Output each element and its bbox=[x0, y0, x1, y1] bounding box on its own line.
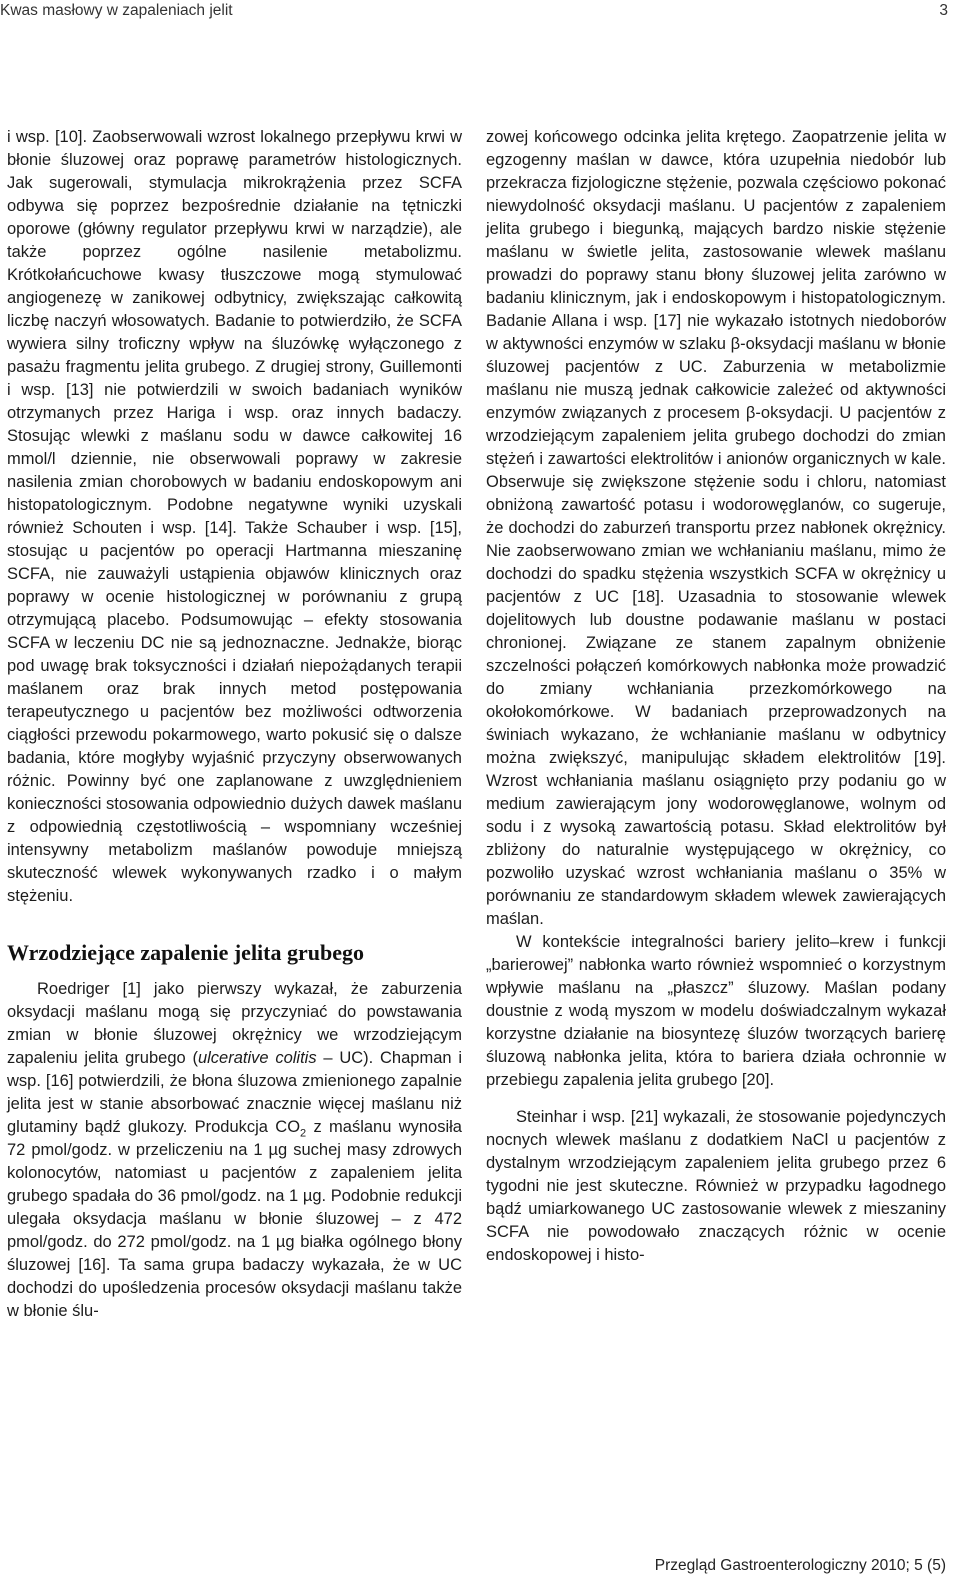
right-column bbox=[486, 126, 946, 1267]
paragraph-text: – UC). Chapman i wsp. [16] potwierdzili, że błona śluzowa zmienionego zapalnie jelita jest w stanie absorbować znacznie więcej maślanu niż glutaminy bądź glukozy. Produkcja CO bbox=[7, 1049, 462, 1136]
page-number: 3 bbox=[939, 2, 948, 19]
italic-term: ulcerative colitis bbox=[197, 1049, 317, 1067]
paragraph: zowej końcowego odcinka jelita krętego. Zaopatrzenie jelita w egzogenny maślan w dawce, która uzupełnia niedobór lub przekracza fizjologiczne stężenie, pozwala częściowo pokonać niewydolność oksydacji maślanu. U pacjentów z zapaleniem jelita grubego i biegunką, mających bardzo niskie stężenie maślanu w świetle jelita, zastosowanie wlewek maślanu prowadzi do poprawy stanu błony śluzowej jelita zarówno w badaniu klinicznym, jak i endoskopowym i histopatologicznym. Badanie Allana i wsp. [17] nie wykazało istotnych niedoborów w aktywności enzymów w szlaku β-oksydacji maślanu w błonie śluzowej pacjentów z UC. Zaburzenia w metabolizmie maślanu nie muszą jednak całkowicie zależeć od aktywności enzymów związanych z procesem β-oksydacji. U pacjentów z wrzodziejącym zapaleniem jelita grubego dochodzi do zmian stężeń i zawartości elektrolitów i anionów organicznych w kale. Obserwuje się zwiększone stężenie sodu i chloru, natomiast obniżoną zawartość potasu i wodorowęglanów, co sugeruje, że dochodzi do zaburzeń transportu przez nabłonek okrężnicy. Nie zaobserwowano zmian we wchłanianiu maślanu, mimo że dochodzi do spadku stężenia wszystkich SCFA w okrężnicy u pacjentów z UC [18]. Uzasadnia to stosowanie wlewek dojelitowych lub doustne podawanie maślanu w postaci chronionej. Związane ze stanem zapalnym obniżenie szczelności połączeń komórkowych nabłonka może prowadzić do zmiany wchłaniania przezkomórkowego na okołokomórkowe. W badaniach przeprowadzonych na świniach wykazano, że wchłanianie maślanu w odbytnicy można zwiększyć, manipulując składem elektrolitów [19]. Wzrost wchłaniania maślanu osiągnięto przy podaniu go w medium zawierającym jony wodorowęglanowe, wolnym od sodu i z wysoką zawartością potasu. Skład elektrolitów był zbliżony do naturalnie występującego w okrężnicy, co pozwoliło uzyskać wzrost wchłaniania maślanu o 35% w porównaniu ze standardowym składem wlewek zawierających maślan. bbox=[486, 128, 946, 928]
running-title: Kwas masłowy w zapaleniach jelit bbox=[0, 2, 233, 19]
paragraph: W kontekście integralności bariery jelito–krew i funkcji „barierowej” nabłonka warto również wspomnieć o korzystnym wpływie maślanu na „płaszcz” śluzowy. Maślan podany doustnie z wodą myszom w modelu doświadczalnym wykazał korzystne działanie na biosyntezę śluzów tworzących barierę śluzową nabłonka jelita, która to bariera działa ochronnie w przebiegu zapalenia jelita grubego [20]. bbox=[486, 933, 946, 1089]
journal-footer: Przegląd Gastroenterologiczny 2010; 5 (5) bbox=[654, 1557, 946, 1574]
paragraph-text: Roedriger [1] jako pierwszy wykazał, że zaburzenia oksydacji maślanu mogą się przyczyniać do powstawania zmian w błonie śluzowej okrężnicy we wrzodziejącym zapaleniu jelita grubego ( bbox=[7, 980, 462, 1067]
paragraph: Steinhar i wsp. [21] wykazali, że stosowanie pojedynczych nocnych wlewek maślanu z dodatkiem NaCl u pacjentów z dystalnym wrzodziejącym zapaleniem jelita grubego przez 6 tygodni nie jest skuteczne. Również w przypadku łagodnego bądź umiarkowanego UC zastosowanie wlewek z mieszaniny SCFA nie powodowało znaczących różnic w ocenie endoskopowej i histo- bbox=[486, 1108, 946, 1264]
subscript: 2 bbox=[300, 1127, 307, 1140]
left-column bbox=[7, 126, 462, 1323]
paragraph-text: z maślanu wynosiła 72 pmol/godz. w przeliczeniu na 1 µg suchej masy zdrowych kolonocytów, natomiast u pacjentów z zapaleniem jelita grubego spadała do 36 pmol/godz. na 1 µg. Podobnie redukcji ulegała oksydacja maślanu w błonie śluzowej – z 472 pmol/godz. do 272 pmol/godz. na 1 µg białka ogólnego błony śluzowej [16]. Ta sama grupa badaczy wykazała, że w UC dochodzi do upośledzenia procesów oksydacji maślanu także w błonie ślu- bbox=[7, 1118, 462, 1320]
running-header bbox=[0, 2, 948, 22]
paragraph bbox=[7, 978, 462, 1323]
section-heading: Wrzodziejące zapalenie jelita grubego bbox=[7, 940, 364, 965]
paragraph: i wsp. [10]. Zaobserwowali wzrost lokalnego przepływu krwi w błonie śluzowej oraz poprawę parametrów histologicznych. Jak sugerowali, stymulacja mikrokrążenia przez SCFA odbywa się poprzez bezpośrednie działanie na tętniczki oporowe (główny regulator przepływu krwi w narządzie), ale także poprzez ogólne nasilenie metabolizmu. Krótkołańcuchowe kwasy tłuszczowe mogą stymulować angiogenezę w zanikowej odbytnicy, zwiększając całkowitą liczbę naczyń włosowatych. Badanie to potwierdziło, że SCFA wywiera silny troficzny wpływ na śluzówkę wyłączonego z pasażu fragmentu jelita grubego. Z drugiej strony, Guillemonti i wsp. [13] nie potwierdzili w swoich badaniach wyników otrzymanych przez Hariga i wsp. oraz innych badaczy. Stosując wlewki z maślanu sodu w dawce całkowitej 16 mmol/l dziennie, nie obserwowali poprawy w zakresie nasilenia zmian chorobowych w badaniu endoskopowym ani histopatologicznym. Podobne negatywne wyniki uzyskali również Schouten i wsp. [14]. Także Schauber i wsp. [15], stosując u pacjentów po operacji Hartmanna mieszaninę SCFA, nie zauważyli ustąpienia objawów klinicznych oraz poprawy w ocenie histologicznej w porównaniu z grupą otrzymującą placebo. Podsumowując – efekty stosowania SCFA w leczeniu DC nie są jednoznaczne. Jednakże, biorąc pod uwagę brak toksyczności i działań niepożądanych terapii maślanem oraz brak innych metod postępowania terapeutycznego u pacjentów bez możliwości odtworzenia ciągłości przewodu pokarmowego, warto pokusić się o dalsze badania, które mogłyby wyjaśnić przyczyny obserwowanych różnic. Powinny być one zaplanowane z uwzględnieniem konieczności stosowania odpowiednio dużych dawek maślanu z odpowiednią częstotliwością – wspomniany wcześniej intensywny metabolizm maślanów powoduje mniejszą skuteczność wlewek wykonywanych rzadko i o małym stężeniu. bbox=[7, 128, 462, 905]
